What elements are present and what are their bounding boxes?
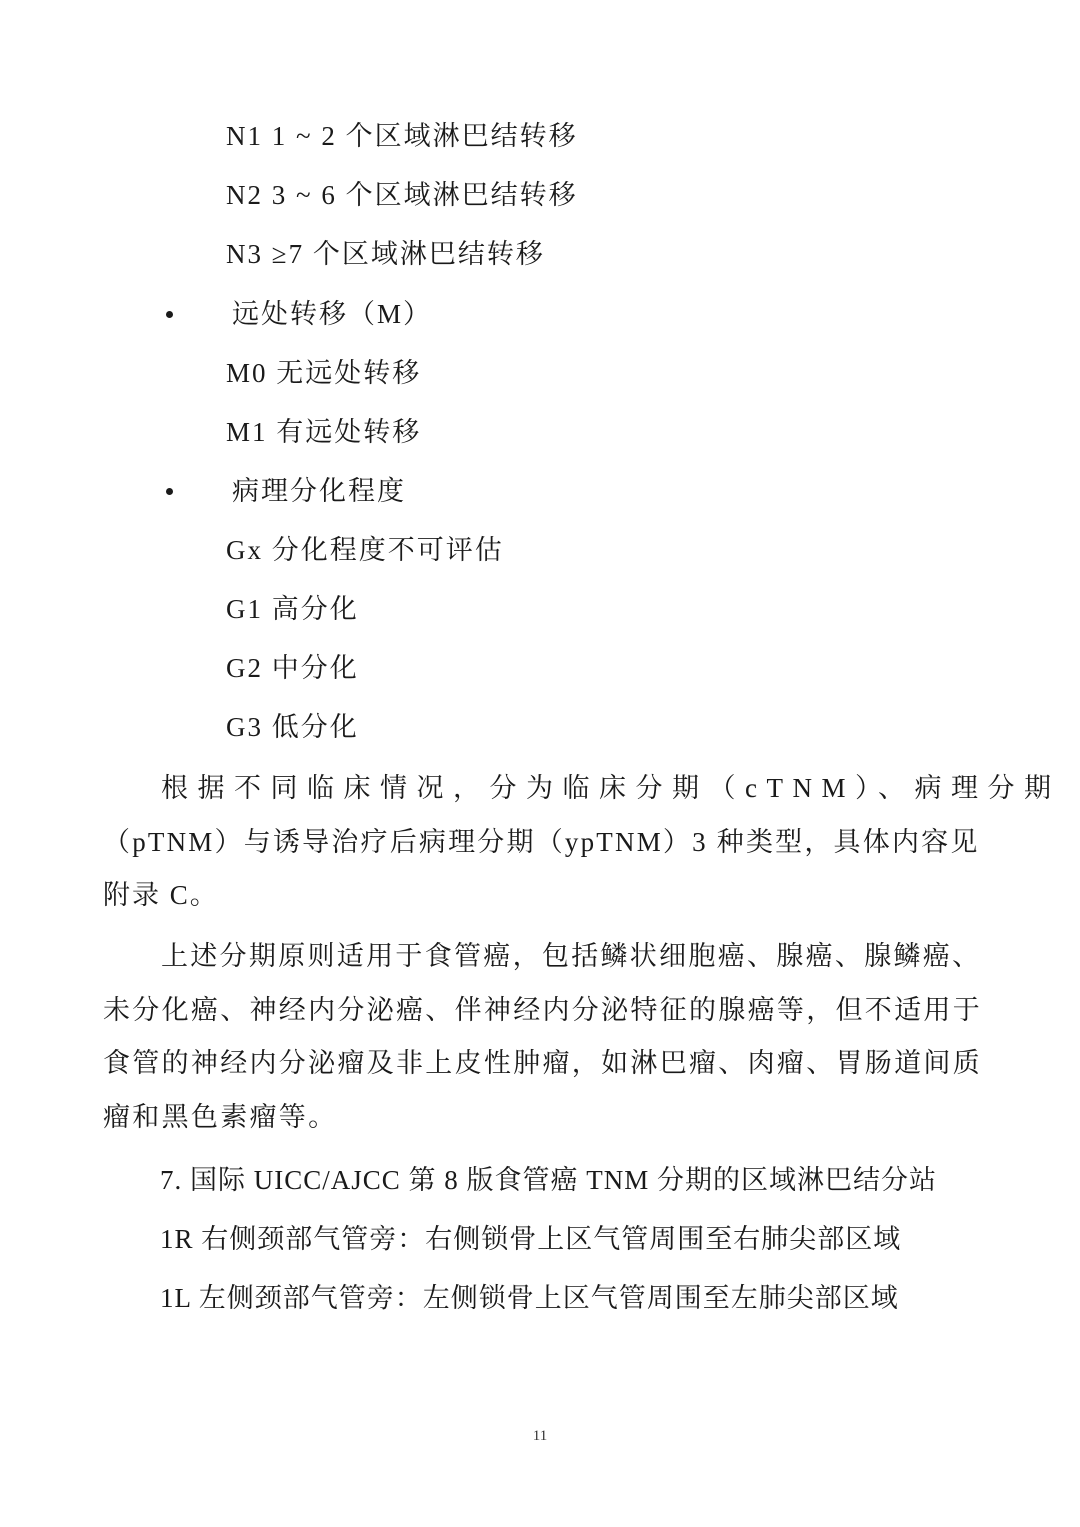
paragraph-line: 附录 C。 [103, 880, 219, 910]
paragraph-line: 未分化癌、神经内分泌癌、伴神经内分泌特征的腺癌等，但不适用于 [103, 994, 982, 1025]
grade-item-g2: G2 中分化 [226, 653, 359, 683]
m-stage-item-m0: M0 无远处转移 [226, 358, 422, 388]
paragraph-staging-types [103, 762, 1061, 923]
grade-item-g1: G1 高分化 [226, 594, 359, 624]
n-stage-item-n1: N1 1 ~ 2 个区域淋巴结转移 [226, 121, 578, 151]
page-number: 11 [532, 1428, 548, 1444]
paragraph-line: 根据不同临床情况，分为临床分期（cTNM）、病理分期 [161, 773, 1061, 803]
grade-item-g3: G3 低分化 [226, 712, 359, 742]
lymph-station-1r: 1R 右侧颈部气管旁：右侧锁骨上区气管周围至右肺尖部区域 [160, 1224, 902, 1254]
section-heading-lymph-node-stations: 7. 国际 UICC/AJCC 第 8 版食管癌 TNM 分期的区域淋巴结分站 [160, 1165, 938, 1195]
paragraph-applicability [103, 930, 982, 1144]
n-stage-item-n2: N2 3 ~ 6 个区域淋巴结转移 [226, 180, 578, 210]
paragraph-line: （pTNM）与诱导治疗后病理分期（ypTNM）3 种类型，具体内容见 [103, 826, 980, 857]
m-stage-item-m1: M1 有远处转移 [226, 417, 422, 447]
paragraph-line: 上述分期原则适用于食管癌，包括鳞状细胞癌、腺癌、腺鳞癌、 [161, 941, 982, 971]
lymph-station-1l: 1L 左侧颈部气管旁：左侧锁骨上区气管周围至左肺尖部区域 [160, 1283, 899, 1313]
n-stage-item-n3: N3 ≥7 个区域淋巴结转移 [226, 239, 545, 269]
grade-item-gx: Gx 分化程度不可评估 [226, 535, 504, 565]
paragraph-line: 瘤和黑色素瘤等。 [103, 1101, 338, 1132]
bullet-icon [166, 311, 173, 318]
paragraph-line: 食管的神经内分泌瘤及非上皮性肿瘤，如淋巴瘤、肉瘤、胃肠道间质 [103, 1048, 982, 1078]
section-heading-differentiation: 病理分化程度 [232, 476, 406, 506]
bullet-icon [166, 488, 173, 495]
section-heading-distant-metastasis: 远处转移（M） [232, 299, 433, 329]
